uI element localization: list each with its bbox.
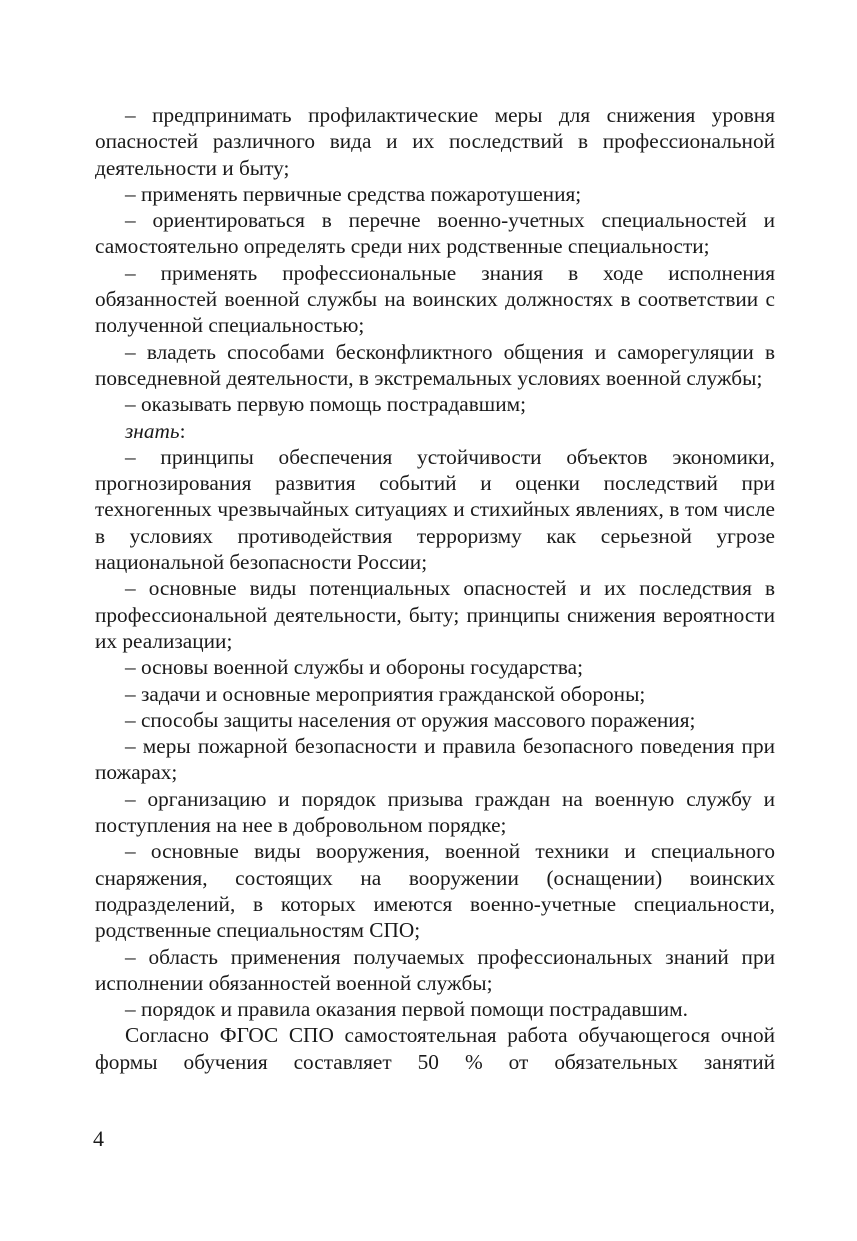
list-item: – применять первичные средства пожаротушения; — [125, 181, 582, 206]
list-item: – основы военной службы и обороны государства; — [125, 655, 584, 680]
list-item: – основные виды потенциальных опасностей и их последствия в профессиональной деятельности, быту; принципы снижения вероятности их реализации; — [95, 576, 775, 653]
list-item: – задачи и основные мероприятия гражданской обороны; — [125, 681, 646, 706]
list-item: – организацию и порядок призыва граждан на военную службу и поступления на нее в добровольном порядке; — [95, 786, 775, 838]
list-item: – ориентироваться в перечне военно-учетных специальностей и самостоятельно определять среди них родственные специальности; — [95, 208, 775, 259]
list-item: – порядок и правила оказания первой помощи пострадавшим. — [125, 997, 688, 1022]
page-number: 4 — [93, 1126, 104, 1151]
list-item: – владеть способами бесконфликтного общения и саморегуляции в повседневной деятельности, в экстремальных условиях военной службы; — [95, 339, 775, 390]
know-heading — [95, 418, 775, 444]
list-item: – меры пожарной безопасности и правила безопасного поведения при пожарах; — [95, 734, 775, 785]
list-item: – оказывать первую помощь пострадавшим; — [125, 392, 526, 417]
document-page — [95, 102, 775, 1075]
list-item: – предпринимать профилактические меры для снижения уровня опасностей различного вида и их последствий в профессиональной деятельности и быту; — [95, 103, 775, 180]
closing-paragraph: Согласно ФГОС СПО самостоятельная работа обучающегося очной формы обучения составляет 50 % от обязательных занятий — [95, 1023, 775, 1074]
list-item: – область применения получаемых профессиональных знаний при исполнении обязанностей военной службы; — [95, 944, 775, 995]
list-item: – основные виды вооружения, военной техники и специального снаряжения, состоящих на вооружении (оснащении) воинских подразделений, в которых имеются военно-учетные специальности, родственные специальностям СПО; — [95, 839, 775, 943]
know-colon: : — [179, 418, 186, 443]
know-label: знать — [125, 418, 180, 443]
list-item: – принципы обеспечения устойчивости объектов экономики, прогнозирования развития событий и оценки последствий при техногенных чрезвычайных ситуациях и стихийных явлениях, в том числе в условиях противодействия терроризму как серьезной угрозе национальной безопасности России; — [95, 444, 775, 575]
list-item: – способы защиты населения от оружия массового поражения; — [125, 707, 696, 732]
list-item: – применять профессиональные знания в ходе исполнения обязанностей военной службы на воинских должностях в соответствии с полученной специальностью; — [95, 260, 775, 338]
